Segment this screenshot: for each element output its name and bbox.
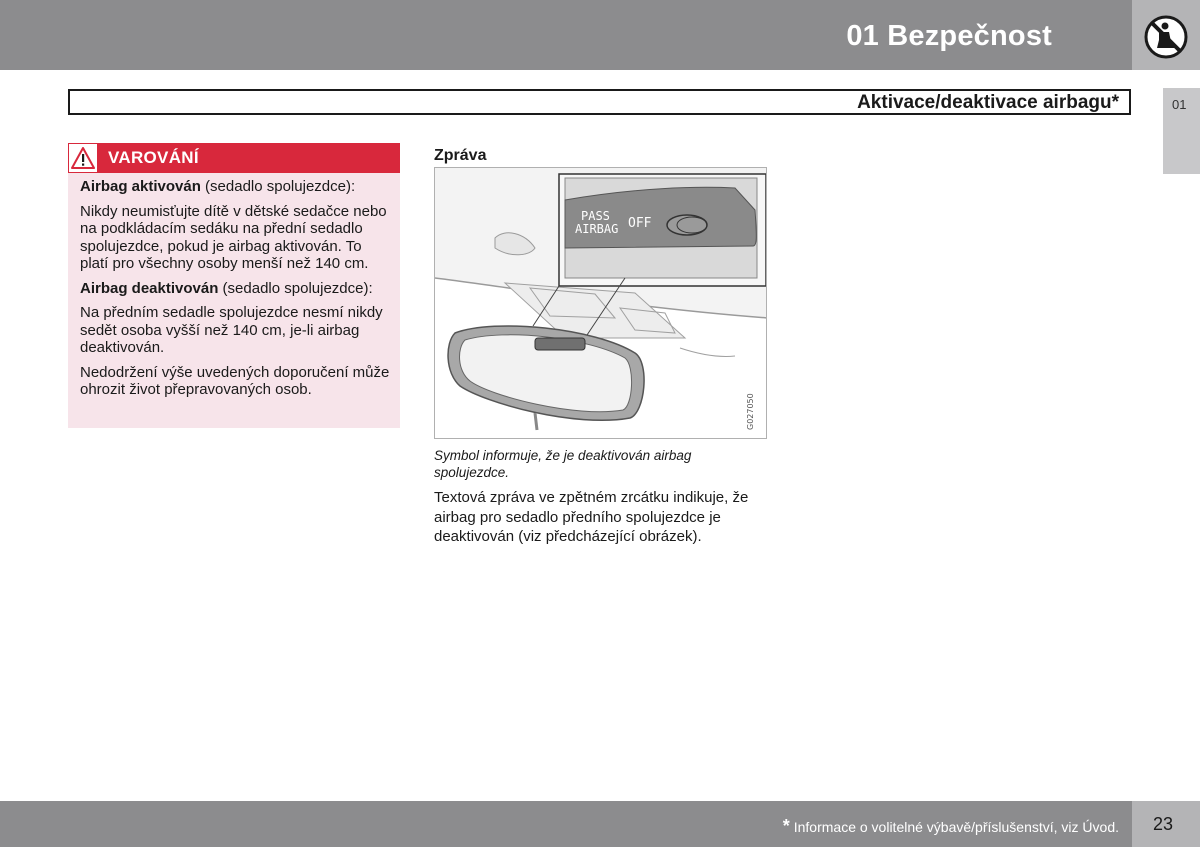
chapter-tab-label: 01 xyxy=(1172,97,1187,112)
warning-box xyxy=(68,143,400,428)
footer-note-text: Informace o volitelné výbavě/příslušenství, viz Úvod. xyxy=(793,819,1119,835)
header-icon-box xyxy=(1132,0,1200,70)
page-number-box xyxy=(1132,801,1200,847)
warning-paragraph xyxy=(80,280,392,298)
warning-paragraph xyxy=(80,178,392,196)
warning-paragraph: Nedodržení výše uvedených doporučení může ohrozit život přepravovaných osob. xyxy=(80,363,390,398)
airbag-activated-label: Airbag aktivován xyxy=(80,178,201,195)
mirror-illustration xyxy=(435,168,767,439)
mirror-figure xyxy=(434,167,767,439)
footer-star: * xyxy=(782,816,790,836)
warning-title: VAROVÁNÍ xyxy=(108,148,199,167)
footer-note xyxy=(783,816,1119,837)
warning-paragraph: Nikdy neumisťujte dítě v dětské sedačce nebo na podkládacím sedáku na přední sedadlo spolujezdce, pokud je airbag aktivován. To platí pro všechny osoby menší než 140 cm. xyxy=(80,202,387,272)
warning-body xyxy=(80,178,392,406)
warning-header xyxy=(68,143,400,173)
airbag-activated-suffix: (sedadlo spolujezdce): xyxy=(200,178,356,195)
display-off-text: OFF xyxy=(628,216,652,231)
section-title-frame xyxy=(68,89,1131,115)
footer-bar xyxy=(0,801,1132,847)
seatbelt-warning-icon xyxy=(1143,14,1189,60)
display-pass-text: PASS xyxy=(581,209,610,223)
figure-code: G027050 xyxy=(746,393,755,430)
message-heading: Zpráva xyxy=(434,147,487,164)
airbag-deactivated-label: Airbag deaktivován xyxy=(80,279,219,297)
chapter-tab[interactable] xyxy=(1163,88,1200,174)
page-number: 23 xyxy=(1153,814,1174,834)
warning-triangle-icon xyxy=(71,146,95,170)
airbag-deactivated-suffix: (sedadlo spolujezdce): xyxy=(218,279,373,297)
figure-caption: Symbol informuje, že je deaktivován airbag spolujezdce. xyxy=(434,448,692,480)
chapter-title: 01 Bezpečnost xyxy=(846,20,1052,52)
display-airbag-text: AIRBAG xyxy=(575,222,619,236)
warning-icon-box xyxy=(69,144,97,172)
header-bar xyxy=(0,0,1132,70)
warning-paragraph: Na předním sedadle spolujezdce nesmí nikdy sedět osoba vyšší než 140 cm, je-li airbag deaktivován. xyxy=(80,304,383,356)
message-body: Textová zpráva ve zpětném zrcátku indikuje, že airbag pro sedadlo předního spolujezdce je deaktivován (viz předcházející obrázek). xyxy=(434,489,749,545)
section-title: Aktivace/deaktivace airbagu* xyxy=(857,92,1119,113)
